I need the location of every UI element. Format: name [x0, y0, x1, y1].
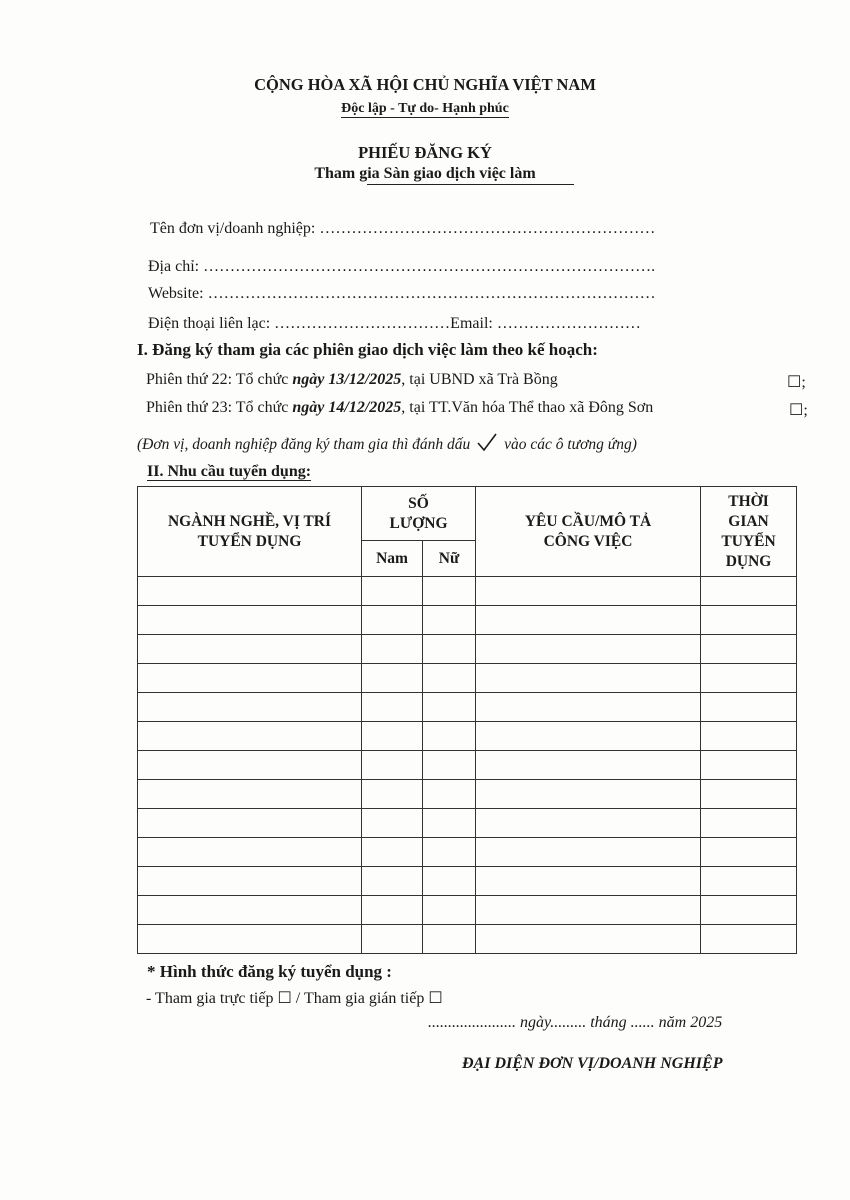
- cell-time[interactable]: [701, 751, 797, 780]
- cell-position[interactable]: [138, 809, 362, 838]
- cell-time[interactable]: [701, 664, 797, 693]
- table-row: [138, 809, 797, 838]
- form-title: PHIẾU ĐĂNG KÝ: [358, 143, 492, 162]
- cell-requirements[interactable]: [476, 577, 701, 606]
- session23-date: ngày 14/12/2025: [292, 399, 402, 416]
- cell-position[interactable]: [138, 577, 362, 606]
- cell-position[interactable]: [138, 838, 362, 867]
- table-row: [138, 780, 797, 809]
- cell-position[interactable]: [138, 635, 362, 664]
- session22-line: [146, 371, 558, 389]
- col-header-time: THỜI GIAN TUYỂN DỤNG: [701, 487, 797, 577]
- cell-male[interactable]: [362, 577, 423, 606]
- cell-requirements[interactable]: [476, 867, 701, 896]
- cell-position[interactable]: [138, 867, 362, 896]
- cell-female[interactable]: [423, 809, 476, 838]
- form-subtitle: Tham gia Sàn giao dịch việc làm: [314, 165, 536, 182]
- national-name: CỘNG HÒA XÃ HỘI CHỦ NGHĨA VIỆT NAM: [254, 75, 596, 94]
- session22-suffix: , tại UBND xã Trà Bồng: [401, 371, 558, 388]
- cell-time[interactable]: [701, 780, 797, 809]
- cell-time[interactable]: [701, 896, 797, 925]
- cell-position[interactable]: [138, 722, 362, 751]
- cell-male[interactable]: [362, 809, 423, 838]
- cell-requirements[interactable]: [476, 780, 701, 809]
- cell-male[interactable]: [362, 838, 423, 867]
- company-name-field[interactable]: Tên đơn vị/doanh nghiệp: ………………………………………………………: [150, 220, 656, 237]
- cell-position[interactable]: [138, 925, 362, 954]
- cell-female[interactable]: [423, 722, 476, 751]
- cell-requirements[interactable]: [476, 693, 701, 722]
- col-header-quantity: SỐ LƯỢNG: [362, 487, 476, 541]
- table-row: [138, 664, 797, 693]
- cell-female[interactable]: [423, 693, 476, 722]
- table-row: [138, 751, 797, 780]
- cell-time[interactable]: [701, 925, 797, 954]
- table-row: [138, 606, 797, 635]
- phone-email-field[interactable]: Điện thoại liên lạc: ……………………………Email: ………………………: [148, 315, 641, 332]
- section2-heading: [147, 463, 311, 481]
- cell-male[interactable]: [362, 664, 423, 693]
- section2-heading-text: II. Nhu cầu tuyển dụng:: [147, 463, 312, 480]
- cell-female[interactable]: [423, 838, 476, 867]
- session23-prefix: Phiên thứ 23: Tổ chức: [146, 399, 293, 416]
- date-line[interactable]: ...................... ngày......... tháng ...... năm 2025: [428, 1014, 723, 1031]
- table-row: [138, 896, 797, 925]
- cell-time[interactable]: [701, 867, 797, 896]
- cell-position[interactable]: [138, 780, 362, 809]
- cell-time[interactable]: [701, 838, 797, 867]
- col-header-requirements: YÊU CẦU/MÔ TẢ CÔNG VIỆC: [476, 487, 701, 577]
- cell-time[interactable]: [701, 635, 797, 664]
- checkmark-icon: [476, 432, 498, 452]
- address-field[interactable]: Địa chỉ: ………………………………………………………………………….: [148, 258, 656, 275]
- cell-requirements[interactable]: [476, 664, 701, 693]
- cell-requirements[interactable]: [476, 606, 701, 635]
- cell-requirements[interactable]: [476, 838, 701, 867]
- table-row: [138, 635, 797, 664]
- cell-time[interactable]: [701, 693, 797, 722]
- cell-time[interactable]: [701, 809, 797, 838]
- col-header-male: Nam: [362, 541, 423, 577]
- subtitle-underline: [367, 184, 574, 185]
- website-field[interactable]: Website: …………………………………………………………………………: [148, 285, 656, 302]
- section1-heading: I. Đăng ký tham gia các phiên giao dịch việc làm theo kế hoạch:: [137, 340, 598, 359]
- cell-position[interactable]: [138, 693, 362, 722]
- cell-male[interactable]: [362, 606, 423, 635]
- cell-requirements[interactable]: [476, 925, 701, 954]
- table-row: [138, 693, 797, 722]
- cell-female[interactable]: [423, 780, 476, 809]
- cell-male[interactable]: [362, 867, 423, 896]
- cell-position[interactable]: [138, 664, 362, 693]
- session22-checkbox[interactable]: ☐;: [787, 374, 806, 391]
- session22-date: ngày 13/12/2025: [292, 371, 402, 388]
- cell-female[interactable]: [423, 867, 476, 896]
- cell-requirements[interactable]: [476, 896, 701, 925]
- cell-male[interactable]: [362, 780, 423, 809]
- session23-checkbox[interactable]: ☐;: [789, 402, 808, 419]
- representative-title: ĐẠI DIỆN ĐƠN VỊ/DOANH NGHIỆP: [462, 1055, 723, 1072]
- cell-female[interactable]: [423, 635, 476, 664]
- table-row: [138, 722, 797, 751]
- cell-requirements[interactable]: [476, 722, 701, 751]
- table-row: [138, 867, 797, 896]
- col-header-position: NGÀNH NGHỀ, VỊ TRÍ TUYỂN DỤNG: [138, 487, 362, 577]
- col-header-female: Nữ: [423, 541, 476, 577]
- recruitment-table: [137, 486, 797, 954]
- recruitment-table-body: [138, 577, 797, 954]
- cell-female[interactable]: [423, 664, 476, 693]
- table-row: [138, 838, 797, 867]
- cell-requirements[interactable]: [476, 751, 701, 780]
- cell-position[interactable]: [138, 751, 362, 780]
- note-after: vào các ô tương ứng): [504, 436, 637, 453]
- session23-line: [146, 399, 653, 417]
- cell-male[interactable]: [362, 635, 423, 664]
- session23-suffix: , tại TT.Văn hóa Thể thao xã Đông Sơn: [401, 399, 654, 416]
- registration-heading: * Hình thức đăng ký tuyển dụng :: [147, 962, 392, 981]
- cell-requirements[interactable]: [476, 635, 701, 664]
- cell-male[interactable]: [362, 722, 423, 751]
- cell-male[interactable]: [362, 896, 423, 925]
- table-row: [138, 925, 797, 954]
- cell-requirements[interactable]: [476, 809, 701, 838]
- cell-male[interactable]: [362, 693, 423, 722]
- registration-options[interactable]: - Tham gia trực tiếp ☐ / Tham gia gián tiếp ☐: [146, 990, 443, 1007]
- table-row: [138, 577, 797, 606]
- cell-position[interactable]: [138, 896, 362, 925]
- cell-female[interactable]: [423, 896, 476, 925]
- session22-prefix: Phiên thứ 22: Tổ chức: [146, 371, 293, 388]
- cell-female[interactable]: [423, 925, 476, 954]
- cell-male[interactable]: [362, 925, 423, 954]
- cell-time[interactable]: [701, 722, 797, 751]
- motto-text: Độc lập - Tự do- Hạnh phúc: [341, 101, 509, 116]
- cell-position[interactable]: [138, 606, 362, 635]
- cell-time[interactable]: [701, 577, 797, 606]
- cell-female[interactable]: [423, 577, 476, 606]
- cell-female[interactable]: [423, 751, 476, 780]
- cell-time[interactable]: [701, 606, 797, 635]
- note-before: (Đơn vị, doanh nghiệp đăng ký tham gia thì đánh dấu: [137, 436, 471, 453]
- instruction-note: [137, 432, 637, 454]
- cell-male[interactable]: [362, 751, 423, 780]
- motto: [0, 101, 850, 117]
- cell-female[interactable]: [423, 606, 476, 635]
